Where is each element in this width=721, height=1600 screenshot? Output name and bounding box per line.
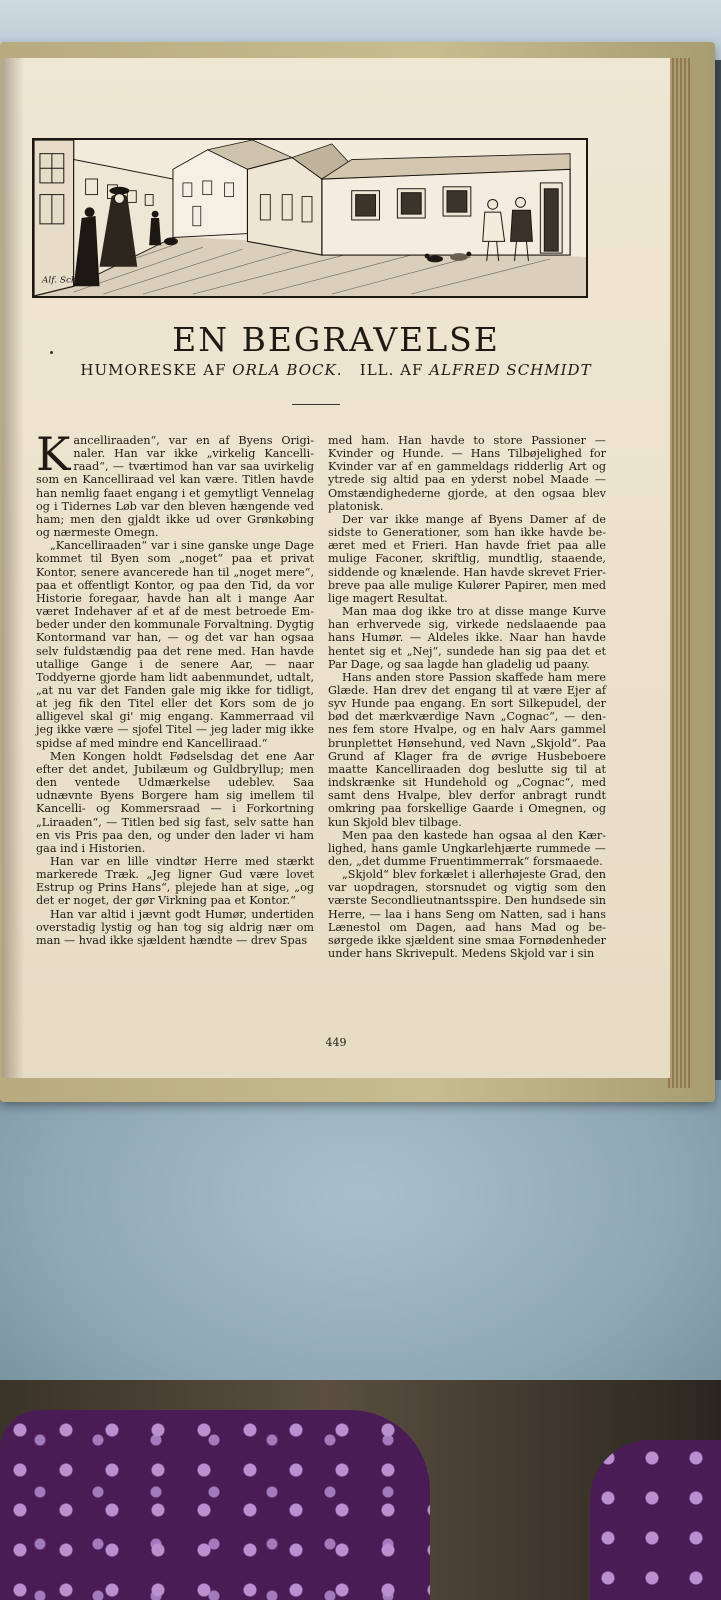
byline-prefix: HUMORESKE AF	[80, 361, 233, 379]
article-title: EN BEGRAVELSE	[172, 320, 500, 359]
paragraph: „Kancelliraaden“ var i sine ganske unge Dage kommet til Byen som „noget“ paa et privat Kontor, senere avancerede han til „noget mere“, paa et offentligt Kontor, og paa den Tid, da vor Historie foregaar, havde han alt i mange Aar været Indehaver af et af de mest betroede Embeder under den kommunale Forvaltning. Dygtig Kontormand var han, — og det var han ogsaa selv fuldstændig paa det rene med. Han havde utallige Gange i de senere Aar, — naar Toddyerne gjorde ham lidt aabenmundet, udtalt, „at nu var det Fanden gale mig ikke for tidligt, at jeg fik den Titel eller det Kors som de jo alligevel skal gi' mig engang. Kammerraad vil jeg ikke være — sjofel Titel — jeg lader mig ikke spidse af med mindre end Kancelliraad.“	[36, 539, 314, 750]
illustration-signature: Alf. Sch.	[41, 275, 80, 286]
patterned-fabric	[0, 1410, 430, 1600]
text-column-left	[36, 427, 314, 947]
illustrator-prefix: ILL. AF	[359, 361, 430, 379]
text-column-right	[328, 434, 606, 960]
drop-cap: K	[36, 427, 71, 481]
paragraph: Men Kongen holdt Fødselsdag det ene Aar efter det andet, Jubilæum og Guldbryllup; men den ventede Udmærkelse udeblev. Saa udnævnte Byens Borgere ham sig imellem til Kancelli- og Kommersraad — i Forkortning „Liraaden“, — Titlen bed sig fast, selv satte han en vis Pris paa den, og under den lader vi ham gaa ind i Historien.	[36, 749, 314, 855]
paragraph: Hans anden store Passion skaffede ham mere Glæde. Han drev det engang til at være Ejer af syv Hunde paa engang. En sort Silkepudel, der bød det mærkværdige Navn „Cognac“, — dennes fem store Hvalpe, og en halv Aars gammel brunplettet Hønsehund, ved Navn „Skjold“. Paa Grund af Klager fra de øvrige Husbeboere maatte Kancelliraaden dog beslutte sig til at indskrænke sit Hundehold og „Cognac“, med samt dens Hvalpe, blev derfor anbragt rundt omkring paa forskellige Gaarde i Omegnen, og kun Skjold blev tilbage.	[328, 670, 606, 829]
page-edges	[668, 58, 692, 1088]
paragraph: Han var altid i jævnt godt Humør, undertiden overstadig lystig og han tog sig aldrig nær om man — hvad ikke sjældent hændte — drev Spas	[36, 907, 314, 947]
header-illustration	[32, 138, 588, 298]
paragraph: Men paa den kastede han ogsaa al den Kærlighed, hans gamle Ungkarlehjærte rummede — den, „det dumme Fruentimmerrak“ forsmaaede.	[328, 828, 606, 868]
title-rule	[292, 404, 340, 405]
author-name: ORLA BOCK.	[232, 361, 343, 379]
gutter-shadow	[2, 58, 24, 1078]
page-number: 449	[325, 1036, 347, 1049]
byline	[2, 361, 670, 379]
street-scene-illustration	[34, 140, 586, 296]
book-page	[2, 58, 670, 1078]
patterned-fabric-right	[590, 1440, 721, 1600]
paragraph	[36, 427, 314, 540]
paragraph: „Skjold“ blev forkælet i allerhøjeste Grad, den var uopdragen, storsnudet og vigtig som den værste Secondlieutnantsspire. Den hundsede sin Herre, — laa i hans Seng om Natten, sad i hans Lænestol om Dagen, aad hans Mad og besørgede ikke sjældent sine smaa Fornødenheder under hans Skrivepult. Medens Skjold var i sin	[328, 868, 606, 961]
paragraph: Han var en lille vindtør Herre med stærkt markerede Træk. „Jeg ligner Gud være lovet Estrup og Prins Hans“, plejede han at sige, „og det er noget, der gør Virkning paa et Kontor.“	[36, 855, 314, 908]
paragraph: Man maa dog ikke tro at disse mange Kurve han erhvervede sig, virkede nedslaaende paa hans Humør. — Aldeles ikke. Naar han havde hentet sig et „Nej“, sundede han sig paa det et Par Dage, og saa lagde han gladelig ud paany.	[328, 605, 606, 671]
illustrator-name: ALFRED SCHMIDT	[429, 361, 592, 379]
paragraph: Der var ikke mange af Byens Damer af de sidste to Generationer, som han ikke havde beæret med et Frieri. Han havde friet paa alle mulige Faconer, skriftlig, mundtlig, staaende, siddende og knælende. Han havde skrevet Frierbreve paa alle mulige Kulører Papirer, men med lige magert Resultat.	[328, 512, 606, 605]
paragraph: med ham. Han havde to store Passioner — Kvinder og Hunde. — Hans Tilbøjelighed for Kvinder var af en gammeldags ridderlig Art og ytrede sig altid paa en yderst nobel Maade — Omstændighederne gjorde, at den ogsaa blev platonisk.	[328, 434, 606, 513]
paragraph-text: ancelliraaden“, var en af Byens Originaler. Han var ikke „virkelig Kancelliraad“, — tværtimod han var saa uvirkelig som en Kancelliraad vel kan være. Titlen havde han nemlig faaet engang i et gemytligt Vennelag og i Tidernes Løb var den bleven hængende ved ham; men den gjaldt ikke ud over Grønkøbing og nærmeste Omegn.	[36, 434, 314, 540]
